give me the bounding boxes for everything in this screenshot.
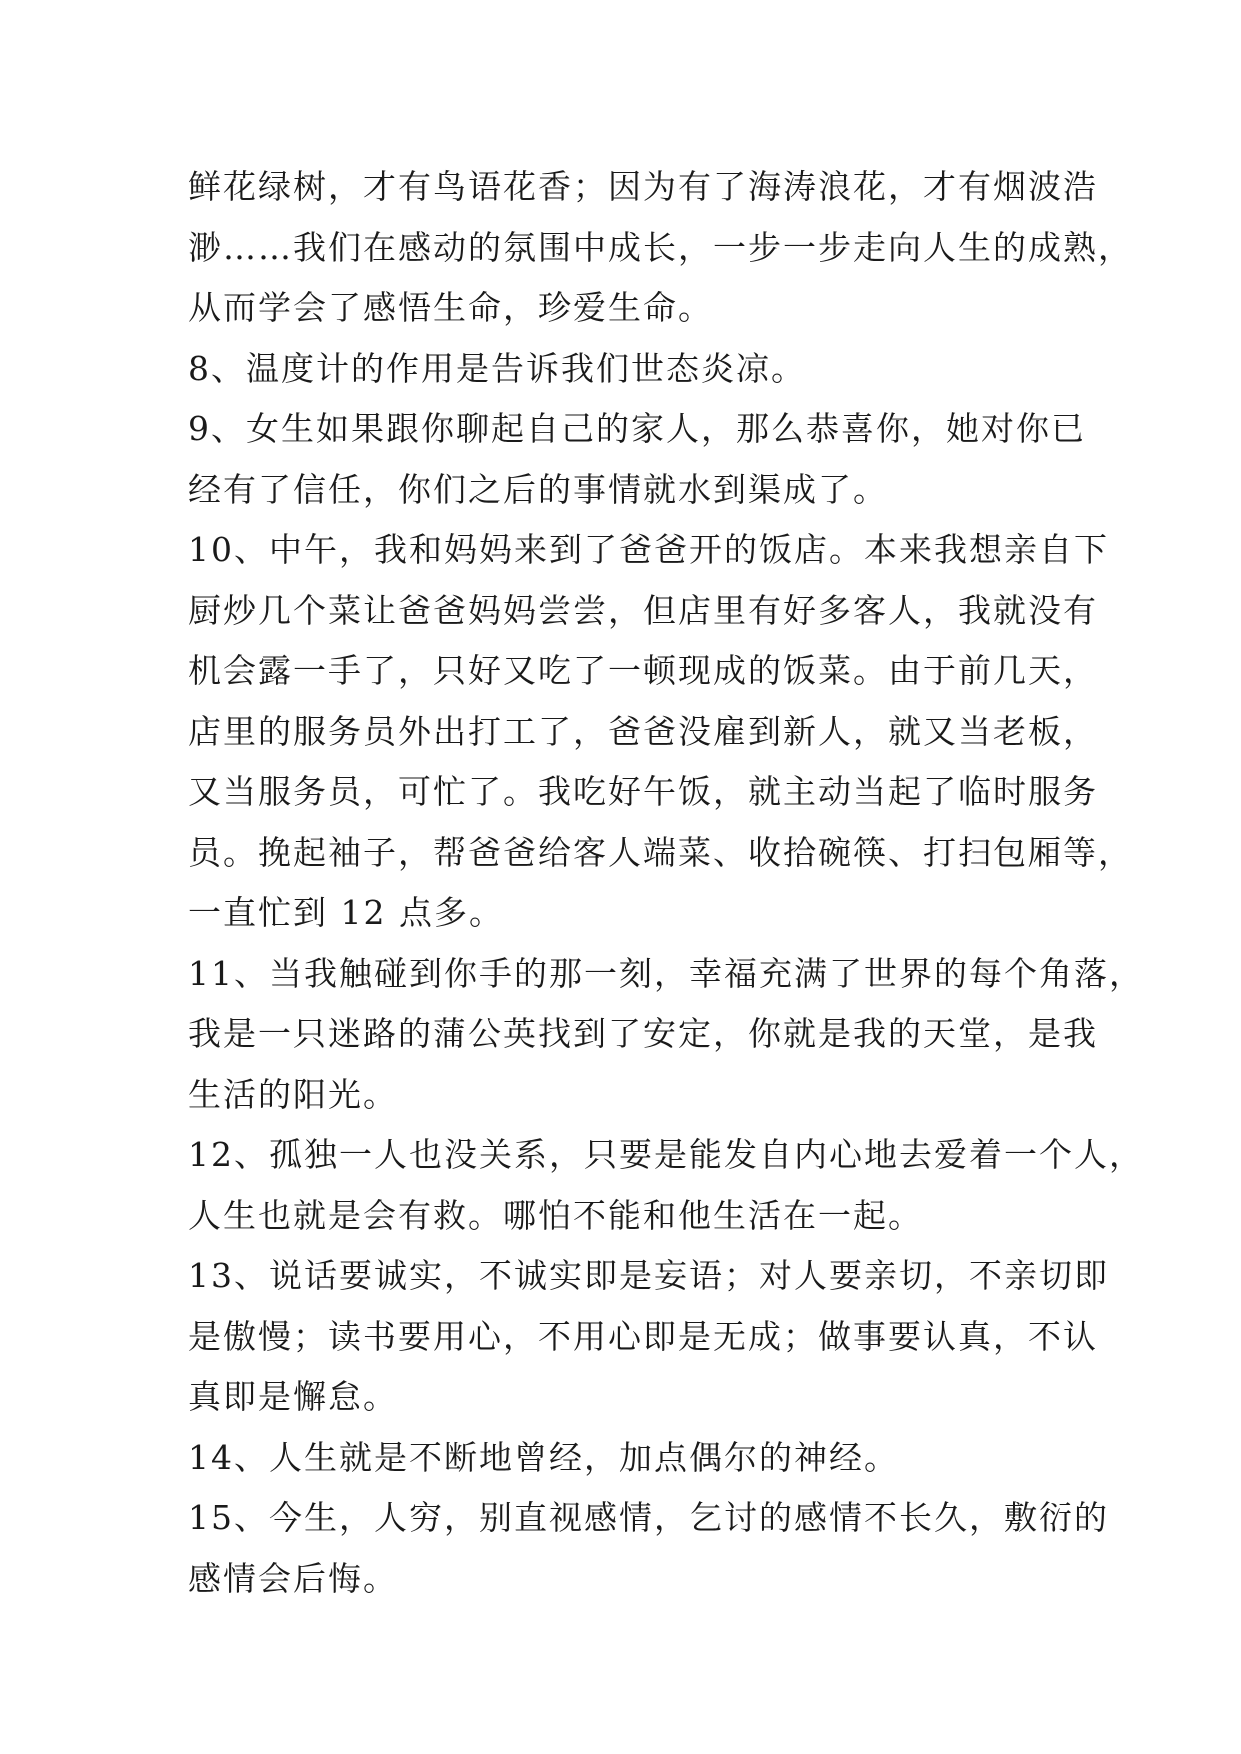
text-line: 我是一只迷路的蒲公英找到了安定，你就是我的天堂，是我 [188,1014,1098,1053]
text-line: 是傲慢；读书要用心，不用心即是无成；做事要认真，不认 [188,1316,1098,1356]
text-line: 鲜花绿树，才有鸟语花香；因为有了海涛浪花，才有烟波浩 [188,167,1098,206]
text-line: 店里的服务员外出打工了，爸爸没雇到新人，就又当老板， [188,711,1098,751]
document-body [188,157,1144,1609]
text-line: 员。挽起袖子，帮爸爸给客人端菜、收拾碗筷、打扫包厢等， [188,832,1133,872]
text-line: 真即是懈怠。 [188,1377,398,1416]
text-line: 生活的阳光。 [188,1074,398,1114]
text-line: 从而学会了感悟生命，珍爱生命。 [188,288,713,327]
text-line: 厨炒几个菜让爸爸妈妈尝尝，但店里有好多客人，我就没有 [188,590,1098,630]
text-line: 14、人生就是不断地曾经，加点偶尔的神经。 [188,1437,899,1477]
text-line: 8、温度计的作用是告诉我们世态炎凉。 [188,348,806,388]
text-line: 13、说话要诚实，不诚实即是妄语；对人要亲切，不亲切即 [188,1256,1109,1295]
text-line: 15、今生，人穷，别直视感情，乞讨的感情不长久，敷衍的 [188,1498,1109,1537]
text-line: 11、当我触碰到你手的那一刻，幸福充满了世界的每个角落， [188,953,1144,993]
text-line: 9、女生如果跟你聊起自己的家人，那么恭喜你，她对你已 [188,409,1086,448]
text-line: 机会露一手了，只好又吃了一顿现成的饭菜。由于前几天， [188,651,1098,690]
text-line: 又当服务员，可忙了。我吃好午饭，就主动当起了临时服务 [188,772,1098,811]
text-line: 经有了信任，你们之后的事情就水到渠成了。 [188,469,888,509]
text-line: 感情会后悔。 [188,1558,398,1598]
text-line: 12、孤独一人也没关系，只要是能发自内心地去爱着一个人， [188,1135,1144,1174]
text-line: 一直忙到 12 点多。 [188,893,504,932]
text-line: 10、中午，我和妈妈来到了爸爸开的饭店。本来我想亲自下 [188,530,1109,569]
text-line: 人生也就是会有救。哪怕不能和他生活在一起。 [188,1195,923,1235]
text-line: 渺……我们在感动的氛围中成长，一步一步走向人生的成熟， [188,227,1133,267]
